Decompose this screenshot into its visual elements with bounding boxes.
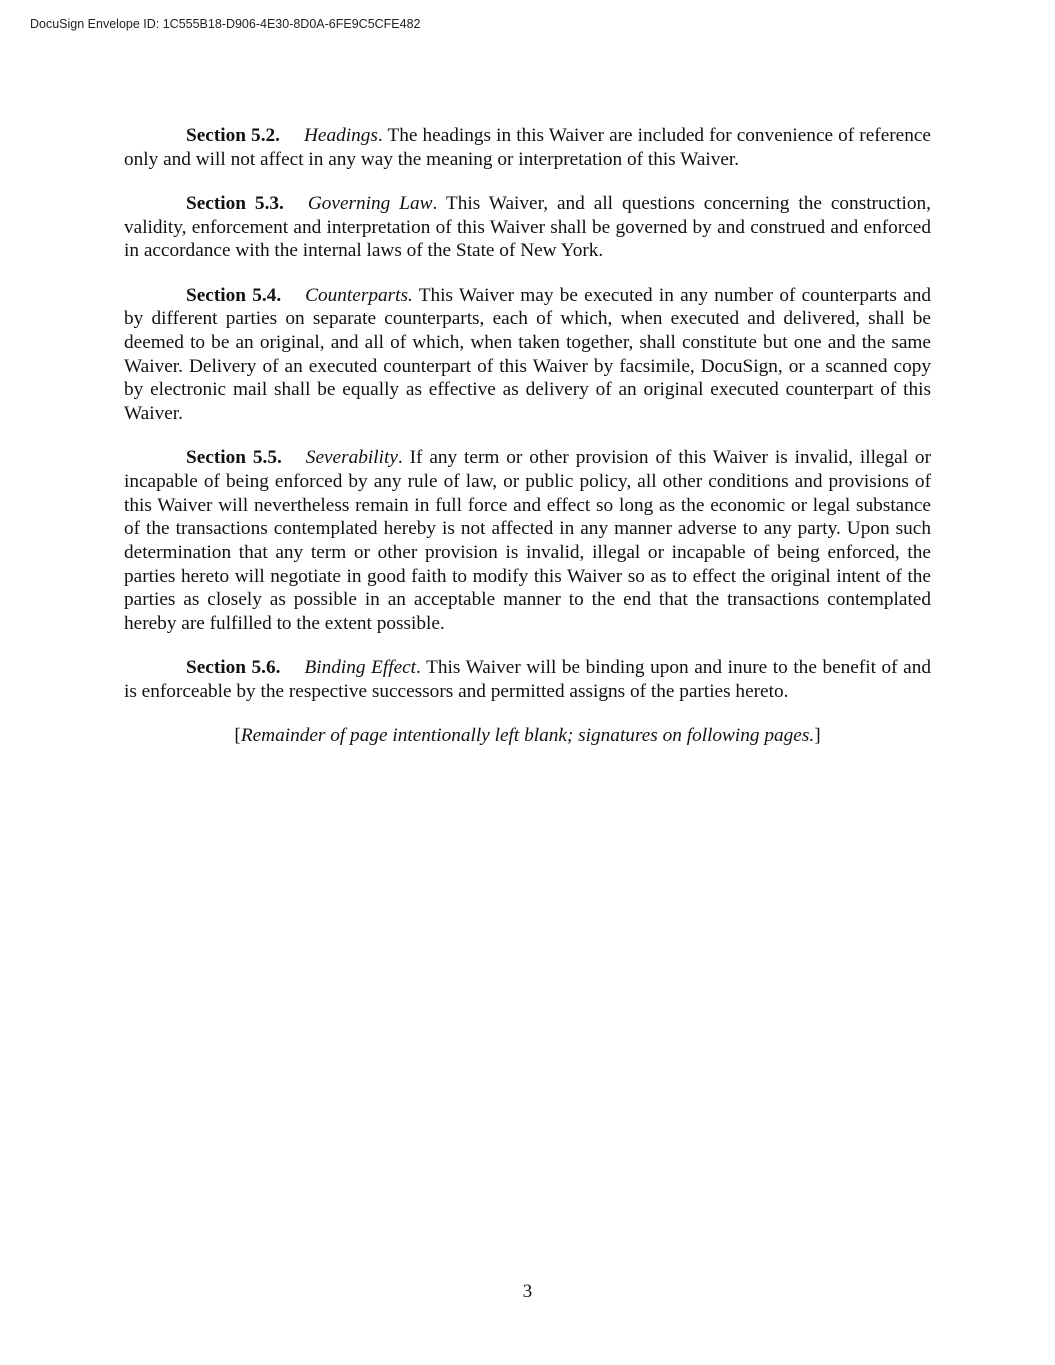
section-number: Section 5.3.: [186, 192, 284, 214]
section-body: This Waiver will be binding upon and inure to the benefit of and is enforceable by the respective successors and permitted assigns of the parties hereto.: [124, 657, 931, 703]
section-number: Section 5.5.: [186, 447, 282, 469]
remainder-text: Remainder of page intentionally left blank; signatures on following pages.: [240, 725, 815, 747]
section-5-6: [124, 656, 931, 703]
section-number: Section 5.2.: [186, 125, 280, 146]
section-5-3: [124, 192, 931, 263]
section-5-4: [124, 284, 931, 426]
section-title: Severability: [305, 447, 398, 469]
section-title-punct: .: [432, 192, 438, 214]
section-body: This Waiver, and all questions concerning the construction, validity, enforcement and interpretation of this Waiver shall be governed by and construed and enforced in accordance with the internal laws of the State of New York.: [124, 192, 931, 262]
section-title: Counterparts.: [305, 284, 413, 306]
section-title-punct: .: [397, 447, 403, 469]
section-title: Governing Law: [307, 192, 433, 214]
section-body: The headings in this Waiver are included for convenience of reference only and will not affect in any way the meaning or interpretation of this Waiver.: [124, 125, 931, 170]
remainder-close-bracket: ]: [814, 725, 821, 747]
section-5-5: [124, 446, 931, 636]
remainder-open-bracket: [: [234, 725, 241, 747]
section-title: Binding Effect: [304, 657, 417, 679]
remainder-notice: [124, 724, 931, 748]
section-number: Section 5.6.: [186, 657, 281, 679]
section-body: If any term or other provision of this Waiver is invalid, illegal or incapable of being enforced by any rule of law, or public policy, all other conditions and provisions of this Waiver will nevertheless remain in full force and effect so long as the economic or legal substance of the transactions contemplated hereby is not affected in any manner adverse to any party. Upon such determination that any term or other provision is invalid, illegal or incapable of being enforced, the parties hereto will negotiate in good faith to modify this Waiver so as to effect the original intent of the parties as closely as possible in an acceptable manner to the end that the transactions contemplated hereby are fulfilled to the extent possible.: [124, 447, 931, 635]
section-number: Section 5.4.: [186, 284, 282, 306]
section-title: Headings: [303, 125, 378, 146]
section-body: This Waiver may be executed in any number of counterparts and by different parties on separate counterparts, each of which, when executed and delivered, shall be deemed to be an original, and all of which, when taken together, shall constitute but one and the same Waiver. Delivery of an executed counterpart of this Waiver by facsimile, DocuSign, or a scanned copy by electronic mail shall be equally as effective as delivery of an original executed counterpart of this Waiver.: [124, 284, 931, 425]
section-title-punct: .: [377, 125, 383, 146]
section-5-2: [124, 124, 931, 171]
docusign-envelope-id: DocuSign Envelope ID: 1C555B18-D906-4E30-8D0A-6FE9C5CFE482: [30, 17, 421, 31]
document-body: [124, 124, 931, 748]
page-number: 3: [522, 1281, 533, 1302]
section-title-punct: .: [416, 657, 421, 679]
